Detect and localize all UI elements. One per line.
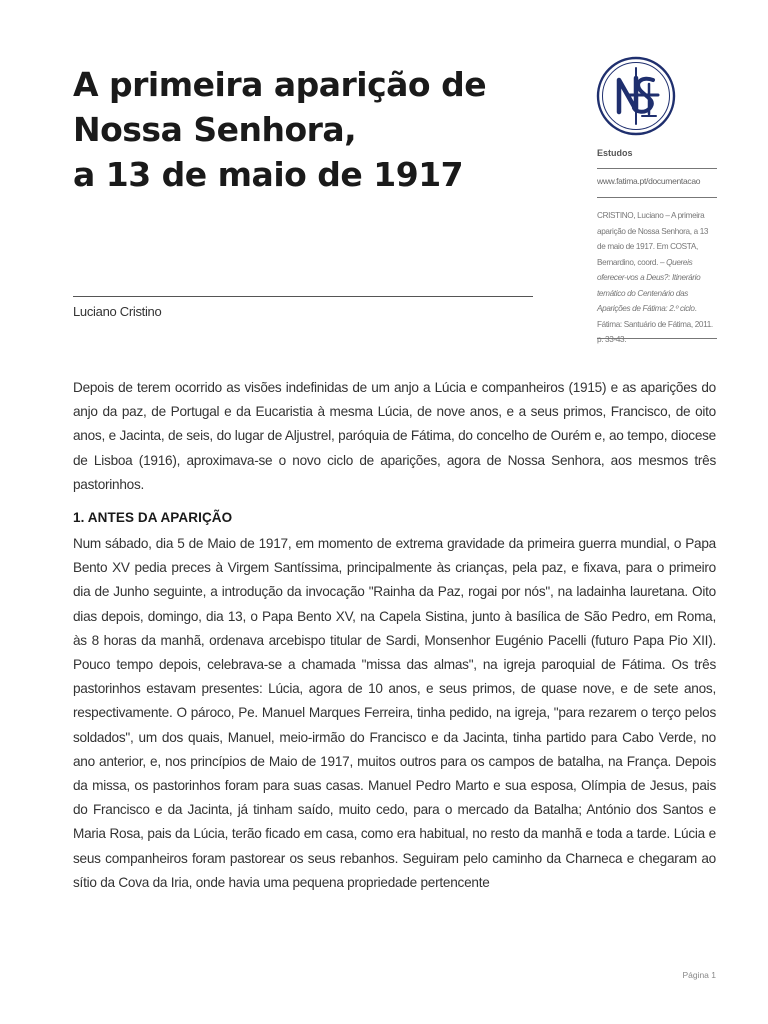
title-line-3: a 13 de maio de 1917 xyxy=(73,155,464,194)
title-line-2: Nossa Senhora, xyxy=(73,110,357,149)
sidebar-divider-bottom xyxy=(597,338,717,339)
page-number: Página 1 xyxy=(682,970,716,980)
intro-paragraph: Depois de terem ocorrido as visões indefinidas de um anjo a Lúcia e companheiros (1915) e as aparições do anjo da paz, de Portugal e da Eucaristia à mesma Lúcia, de nove anos, e a seus primos, Francisco, de oito anos, e Jacinta, de seis, do lugar de Aljustrel, paróquia de Fátima, do concelho de Ourém e, ao tempo, diocese de Lisboa (1916), aproximava-se o novo ciclo de aparições, agora de Nossa Senhora, aos mesmos três pastorinhos. xyxy=(73,380,716,492)
sidebar-divider-middle xyxy=(597,197,717,198)
nsf-monogram-seal-icon xyxy=(596,56,676,136)
sidebar-citation xyxy=(597,208,717,348)
sidebar-divider-top xyxy=(597,168,717,169)
section-heading: 1. ANTES DA APARIÇÃO xyxy=(73,510,233,525)
sidebar-url[interactable]: www.fatima.pt/documentacao xyxy=(597,176,701,186)
title-divider xyxy=(73,296,533,297)
citation-title: Quereis oferecer-vos a Deus?: Itinerário temático do Centenário das Aparições de Fátima: 2.º ciclo xyxy=(597,257,701,313)
citation-start: CRISTINO, Luciano – A primeira aparição de Nossa Senhora, a 13 de maio de 1917. Em COSTA, Bernardino, coord. – xyxy=(597,211,709,267)
title-line-1: A primeira aparição de xyxy=(73,65,487,104)
sidebar-section-label: Estudos xyxy=(597,148,633,158)
citation-end: . Fátima: Santuário de Fátima, 2011. p. 33-43. xyxy=(597,304,713,344)
page-title xyxy=(73,62,543,197)
body-paragraph: Num sábado, dia 5 de Maio de 1917, em momento de extrema gravidade da primeira guerra mundial, o Papa Bento XV pedia preces à Virgem Santíssima, principalmente às crianças, pela paz, e fixava, para o primeiro dia de Junho seguinte, a introdução da invocação "Rainha da Paz, rogai por nós", na ladainha lauretana. Oito dias depois, domingo, dia 13, o Papa Bento XV, na Capela Sistina, junto à basílica de São Pedro, em Roma, às 8 horas da manhã, ordenava arcebispo titular de Sardi, Monsenhor Eugénio Pacelli (futuro Papa Pio XII). Pouco tempo depois, celebrava-se a chamada "missa das almas", na igreja paroquial de Fátima. Os três pastorinhos estavam presentes: Lúcia, agora de 10 anos, e seus primos, de quase nove, e de sete anos, respectivamente. O pároco, Pe. Manuel Marques Ferreira, tinha pedido, na igreja, "para rezarem o terço pelos soldados", um dos quais, Manuel, meio-irmão do Francisco e da Jacinta, tinha partido para Cabo Verde, no ano anterior, e, nos princípios de Maio de 1917, muitos outros para os campos de batalha, na França. Depois da missa, os pastorinhos foram para suas casas. Manuel Pedro Marto e sua esposa, Olímpia de Jesus, pais do Francisco e da Jacinta, já tinham saído, muito cedo, para o mercado da Batalha; António dos Santos e Maria Rosa, pais da Lúcia, terão ficado em casa, como era habitual, no resto da manhã e toda a tarde. Lúcia e seus companheiros foram pastorear os seus rebanhos. Seguiram pelo caminho da Charneca e chegaram ao sítio da Cova da Iria, onde havia uma pequena propriedade pertencente xyxy=(73,536,716,890)
author-name: Luciano Cristino xyxy=(73,304,162,319)
